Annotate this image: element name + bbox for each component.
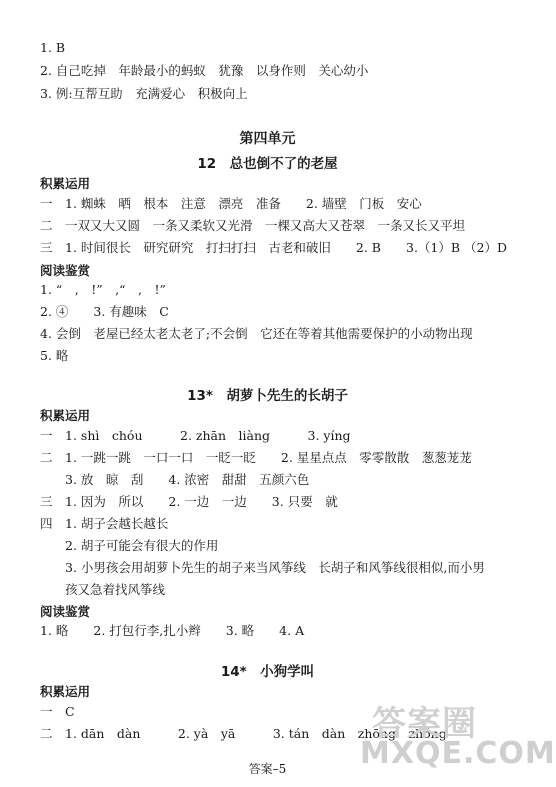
answer-line: 二 1. 一跳一跳 一口一口 一眨一眨 2. 星星点点 零零散散 葱葱茏茏 <box>40 450 472 465</box>
watermark-text: MXQE.COM <box>360 736 556 771</box>
section-heading: 积累运用 <box>40 176 91 191</box>
answer-line: 二 一双又大又圆 一条又柔软又光滑 一棵又高大又苍翠 一条又长又平坦 <box>40 218 466 233</box>
unit-title: 第四单元 <box>239 131 296 147</box>
answer-line: 1. “ , !” ,“ , !” <box>40 282 166 297</box>
answer-line: 四 1. 胡子会越长越长 <box>40 516 169 531</box>
answer-line: 2. 胡子可能会有很大的作用 <box>40 538 219 553</box>
answer-line: 2. ④ 3. 有趣味 C <box>40 304 169 319</box>
answer-line: 一 1. 蜘蛛 晒 根本 注意 漂亮 准备 2. 墙壁 门板 安心 <box>40 196 422 211</box>
answer-line: 一 C <box>40 704 75 719</box>
section-heading: 阅读鉴赏 <box>40 263 91 278</box>
answer-line: 三 1. 因为 所以 2. 一边 一边 3. 只要 就 <box>40 494 338 509</box>
answer-line: 三 1. 时间很长 研究研究 打扫打扫 古老和破旧 2. B 3.（1）B （2）D <box>40 240 507 255</box>
answer-line: 一 1. shì chóu 2. zhān liàng 3. yíng <box>40 428 351 443</box>
lesson-title: 14* 小狗学叫 <box>220 664 315 680</box>
section-heading: 阅读鉴赏 <box>40 604 91 619</box>
lesson-title: 12 总也倒不了的老屋 <box>197 156 338 172</box>
answer-line: 4. 会倒 老屋已经太老太老了;不会倒 它还在等着其他需要保护的小动物出现 <box>40 326 473 341</box>
answer-line: 1. B <box>40 40 66 55</box>
answer-line: 3. 放 晾 刮 4. 浓密 甜甜 五颜六色 <box>40 472 310 487</box>
answer-line: 2. 自己吃掉 年龄最小的蚂蚁 犹豫 以身作则 关心幼小 <box>40 63 369 78</box>
section-heading: 积累运用 <box>40 684 91 699</box>
answer-line: 1. 略 2. 打包行李,扎小辫 3. 略 4. A <box>40 623 305 638</box>
answer-line: 3. 例:互帮互助 充满爱心 积极向上 <box>40 86 248 101</box>
answer-line: 二 1. dān dàn 2. yà yā 3. tán dàn zhōng zhǒng <box>40 726 447 741</box>
page-footer: 答案–5 <box>248 762 287 776</box>
lesson-title: 13* 胡萝卜先生的长胡子 <box>187 388 348 404</box>
answer-line: 孩又急着找风筝线 <box>40 582 166 597</box>
answer-line: 5. 略 <box>40 348 69 363</box>
watermark-logo: 答案圈 <box>372 704 477 744</box>
section-heading: 积累运用 <box>40 408 91 423</box>
answer-line: 3. 小男孩会用胡萝卜先生的胡子来当风筝线 长胡子和风筝线很相似,而小男 <box>40 560 485 575</box>
